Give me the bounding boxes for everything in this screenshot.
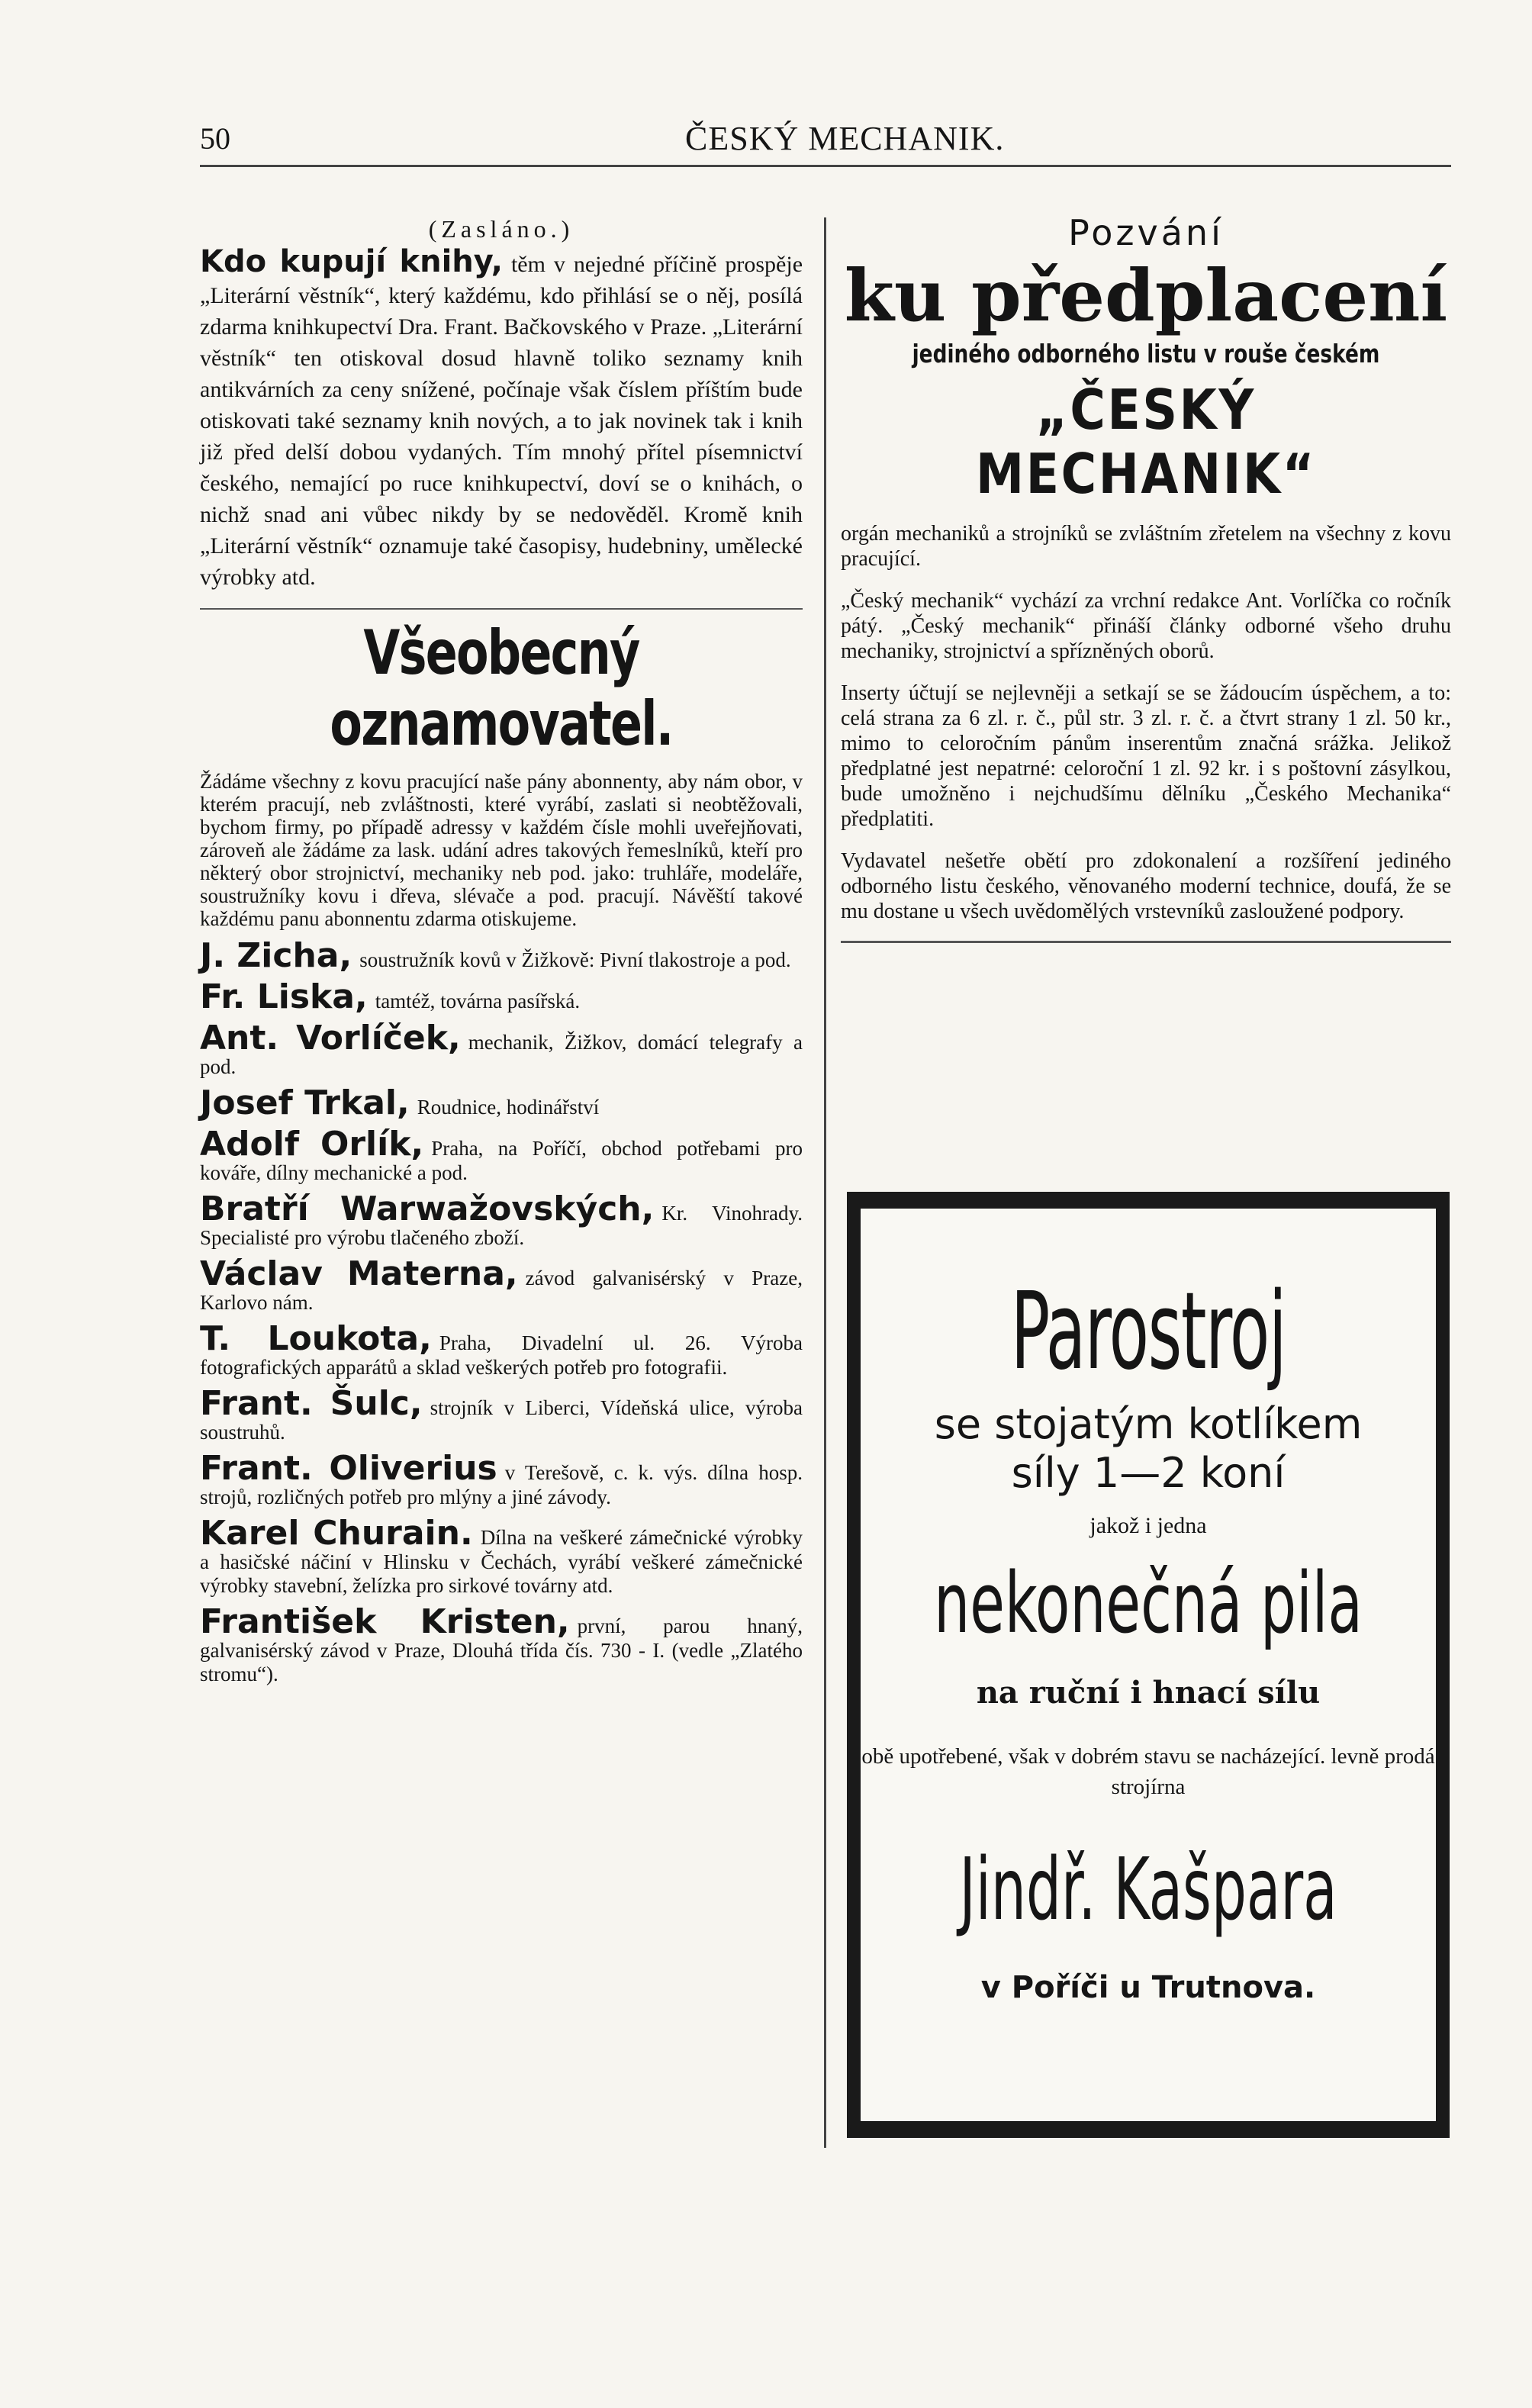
entry-text: Dílna na veškeré zámečnické výrobky a hasičské náčiní v Hlinsku v Čechách, vyrábí veškeré zámečnické výrobky stavební, želízka pro sirkové továrny atd. — [200, 1526, 803, 1597]
advertisement-box — [847, 1192, 1450, 2138]
ad-line-1: se stojatým kotlíkem — [934, 1400, 1363, 1448]
list-item — [200, 1083, 803, 1122]
list-item — [200, 1319, 803, 1379]
entry-name: T. Loukota, — [200, 1319, 432, 1358]
list-item — [200, 1254, 803, 1315]
general-announcer-intro: Žádáme všechny z kovu pracující naše pány abonnenty, aby nám obor, v kterém pracují, neb zvláštnosti, které vyrábí, zaslati si neobtěžovali, bychom firmy, po případě adressy v každém čísle mohli uveřejňovati, zároveň ale žádáme za lask. udání adres takových řemeslníků, kteří pro některý obor strojnictví, mechaniky neb pod. jako: truhláře, modeláře, soustružníky kovu i dřeva, slévače a pod. pracují. Návěští takové každému panu abonnentu zdarma otiskujeme. — [200, 770, 803, 930]
book-notice-headline: Kdo kupují knihy, — [200, 244, 503, 279]
ad-condition: obě upotřebené, však v dobrém stavu se nacházející. levně prodá strojírna — [861, 1744, 1435, 1799]
only-journal-line: jediného odborného listu v rouše českém — [912, 339, 1380, 369]
subscription-headline: ku předplacení — [844, 254, 1448, 338]
right-column — [841, 212, 1451, 943]
entry-name: Václav Materna, — [200, 1254, 518, 1293]
ad-power: na ruční i hnací sílu — [976, 1675, 1321, 1711]
entry-name: Frant. Oliverius — [200, 1449, 497, 1488]
entry-name: Frant. Šulc, — [200, 1384, 423, 1423]
list-item — [200, 1449, 803, 1509]
ad-line-2: síly 1—2 koní — [1011, 1449, 1286, 1497]
entry-text: Kr. Vinohrady. Specialisté pro výrobu tlačeného zboží. — [200, 1202, 803, 1249]
ad-also: jakož i jedna — [1089, 1513, 1207, 1538]
list-item — [200, 977, 803, 1016]
book-notice-text: těm v nejedné příčině prospěje „Literární věstník“, který každému, kdo přihlásí se o něj, posílá zdarma knihkupectví Dra. Frant. Bačkovského v Praze. „Literární věstník“ ten otiskoval dosud hlavně toliko seznamy knih antikvárních za ceny snížené, počínaje však číslem příštím bude otiskovati také seznamy knih nových, a to jak novinek tak i knih již před delší dobou vydaných. Tím mnohý přítel písemnictví českého, nemající po ruce knihkupectví, doví se o knihách, o nichž snad ani vůbec nikdy by se nedověděl. Kromě knih „Literární věstník“ oznamuje také časopisy, hudebniny, umělecké výrobky atd. — [200, 252, 803, 590]
list-item — [200, 936, 803, 975]
entry-name: Josef Trkal, — [200, 1083, 410, 1122]
entry-name: Karel Churain. — [200, 1514, 473, 1553]
entry-name: František Kristen, — [200, 1602, 570, 1641]
list-item — [200, 1019, 803, 1079]
entry-text: Praha, Divadelní ul. 26. Výroba fotografických apparátů a sklad veškerých potřeb pro fotografii. — [200, 1331, 803, 1379]
header-rule — [200, 165, 1451, 167]
magazine-description: orgán mechaniků a strojníků se zvláštním zřetelem na všechny z kovu pracující. — [841, 522, 1451, 571]
right-divider — [841, 941, 1451, 943]
ad-title: Parostroj — [1010, 1270, 1286, 1394]
list-item — [200, 1125, 803, 1185]
ads-pricing: Inserty účtují se nejlevněji a setkají se se žádoucím úspěchem, a to: celá strana za 6 zl. r. č., půl str. 3 zl. r. č. a čtvrt strany 1 zl. 50 kr., mimo to celoročním pánům inserentům značná srážka. Jelikož předplatné jest nepatrné: celoroční 1 zl. 92 kr. i s poštovní zásylkou, bude umožněno i nejchudšímu dělníku „Českého Mechanika“ předplatiti. — [841, 681, 1451, 831]
book-notice — [200, 246, 803, 593]
list-item — [200, 1384, 803, 1444]
entry-text: mechanik, Žižkov, domácí telegrafy a pod. — [200, 1031, 803, 1078]
publisher-note: Vydavatel nešetře obětí pro zdokonalení a rozšíření jediného odborného listu českého, věnovaného moderní technice, doufá, že se mu dostane u všech uvědomělých vrstevníků zasloužené podpory. — [841, 849, 1451, 923]
entry-name: Fr. Liska, — [200, 977, 368, 1016]
entry-text: Roudnice, hodinářství — [417, 1096, 600, 1119]
list-item — [200, 1190, 803, 1250]
entry-text: Praha, na Poříčí, obchod potřebami pro kováře, dílny mechanické a pod. — [200, 1137, 803, 1184]
entry-text: závod galvanisérský v Praze, Karlovo nám. — [200, 1267, 803, 1314]
list-item — [200, 1514, 803, 1598]
entry-text: tamtéž, továrna pasířská. — [375, 990, 581, 1012]
entry-text: v Terešově, c. k. výs. dílna hosp. strojů, rozličných potřeb pro mlýny a jiné závody. — [200, 1461, 803, 1508]
entry-name: Bratří Warwažovských, — [200, 1190, 655, 1228]
page-number: 50 — [200, 121, 230, 156]
column-divider — [824, 217, 826, 2148]
entry-name: Ant. Vorlíček, — [200, 1019, 461, 1058]
entry-text: soustružník kovů v Žižkově: Pivní tlakostroje a pod. — [359, 948, 791, 971]
ad-place: v Poříči u Trutnova. — [980, 1970, 1316, 2005]
left-column — [200, 215, 803, 1694]
running-title: ČESKÝ MECHANIK. — [685, 120, 1005, 157]
publication-info: „Český mechanik“ vychází za vrchní redakce Ant. Vorlíčka co ročník pátý. „Český mechanik“ přináší články odborné všeho druhu mechaniky, strojnictví a spřízněných oborů. — [841, 589, 1451, 663]
entry-text: strojník v Liberci, Vídeňská ulice, výroba soustruhů. — [200, 1396, 803, 1444]
advertisement-content — [861, 1209, 1436, 2121]
sent-label: (Zasláno.) — [428, 215, 574, 243]
list-item — [200, 1602, 803, 1686]
entry-name: Adolf Orlík, — [200, 1125, 424, 1164]
entry-text: první, parou hnaný, galvanisérský závod v Praze, Dlouhá třída čís. 730 - I. (vedle „Zlatého stromu“). — [200, 1614, 803, 1685]
invitation-heading: Pozvání — [1068, 212, 1224, 253]
section-divider — [200, 608, 803, 610]
ad-maker: Jindř. Kašpara — [959, 1840, 1337, 1940]
entry-name: J. Zicha, — [200, 936, 352, 975]
ad-product-2: nekonečná pila — [934, 1554, 1363, 1652]
general-announcer-title: Všeobecný oznamovatel. — [330, 617, 673, 759]
magazine-name: „ČESKÝ MECHANIK“ — [976, 378, 1316, 506]
